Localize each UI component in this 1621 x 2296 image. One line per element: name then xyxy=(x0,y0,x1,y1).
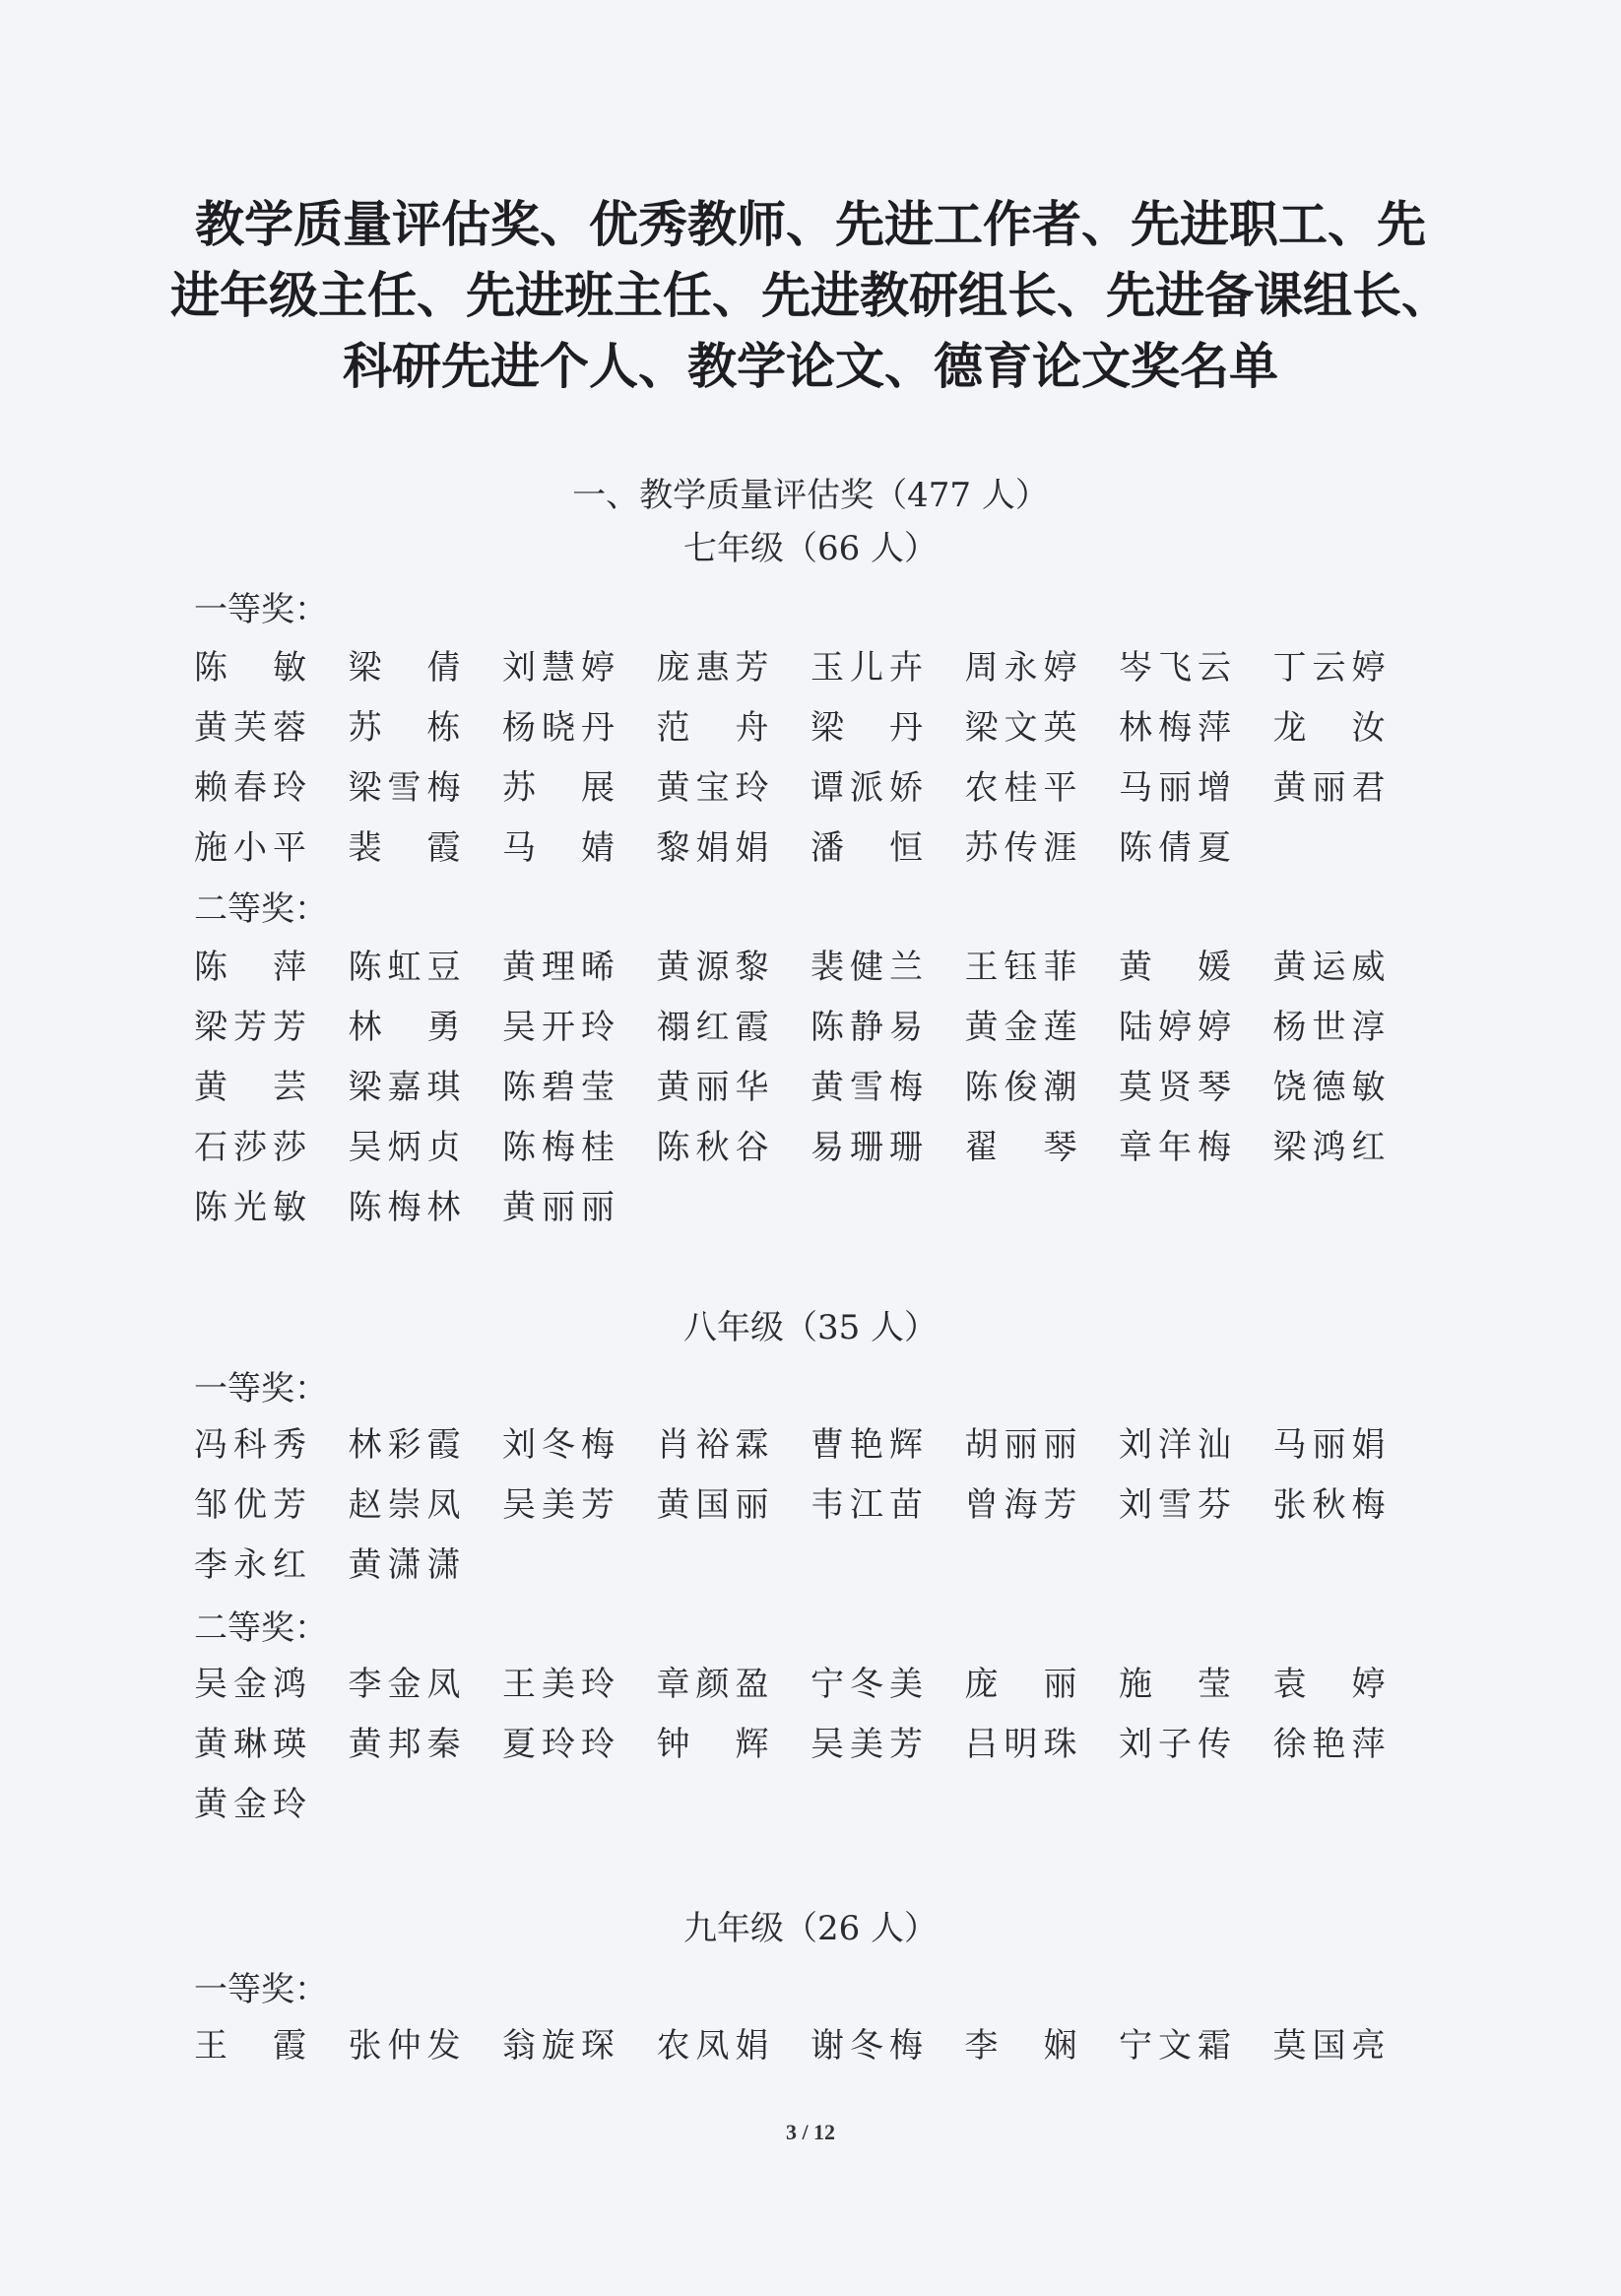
awardee-name: 黄 潇 潇 xyxy=(348,1545,461,1585)
awardee-name: 陈 俊 潮 xyxy=(964,1068,1077,1107)
awardee-name: 王 霞 xyxy=(194,2026,306,2066)
awardee-name: 夏 玲 玲 xyxy=(502,1725,615,1764)
awardee-name: 陈 秋 谷 xyxy=(656,1128,769,1167)
awardee-name: 陈 倩 夏 xyxy=(1119,828,1231,868)
grade-8-second-prize-names xyxy=(194,1655,1435,1835)
awardee-name: 林 梅 萍 xyxy=(1119,708,1231,748)
awardee-name: 林 勇 xyxy=(348,1008,461,1047)
awardee-name: 黄 运 威 xyxy=(1272,948,1386,987)
awardee-name: 黄 金 玲 xyxy=(194,1785,306,1824)
awardee-name: 莫 国 亮 xyxy=(1272,2026,1386,2066)
awardee-name: 黄 丽 华 xyxy=(656,1068,769,1107)
grade-9-first-prize-label: 一等奖： xyxy=(194,1970,328,2009)
awardee-name: 赖 春 玲 xyxy=(194,768,306,808)
awardee-name: 周 永 婷 xyxy=(964,648,1077,688)
awardee-name: 刘 雪 芬 xyxy=(1119,1485,1231,1525)
awardee-name: 施 莹 xyxy=(1119,1665,1231,1704)
awardee-name: 谭 派 娇 xyxy=(810,768,923,808)
awardee-name: 黄 金 莲 xyxy=(964,1008,1077,1047)
awardee-name: 施 小 平 xyxy=(194,828,306,868)
awardee-name: 刘 洋 汕 xyxy=(1119,1425,1231,1465)
grade-7-first-prize-names xyxy=(194,638,1435,879)
awardee-name: 饶 德 敏 xyxy=(1272,1068,1386,1107)
grade-7-second-prize-label: 二等奖： xyxy=(194,889,328,929)
awardee-name: 梁 文 英 xyxy=(964,708,1077,748)
awardee-name: 韦 江 苗 xyxy=(810,1485,923,1525)
awardee-name: 裴 健 兰 xyxy=(810,948,923,987)
awardee-name: 苏 传 涯 xyxy=(964,828,1077,868)
awardee-name: 黄 媛 xyxy=(1119,948,1231,987)
awardee-name: 黄 邦 秦 xyxy=(348,1725,461,1764)
awardee-name: 冯 科 秀 xyxy=(194,1425,306,1465)
awardee-name: 裴 霞 xyxy=(348,828,461,868)
awardee-name: 黄 雪 梅 xyxy=(810,1068,923,1107)
awardee-name: 黄 琳 瑛 xyxy=(194,1725,306,1764)
awardee-name: 黎 娟 娟 xyxy=(656,828,769,868)
awardee-name: 吕 明 珠 xyxy=(964,1725,1077,1764)
awardee-name: 潘 恒 xyxy=(810,828,923,868)
awardee-name: 钟 辉 xyxy=(656,1725,769,1764)
awardee-name: 曹 艳 辉 xyxy=(810,1425,923,1465)
grade-9-first-prize-names xyxy=(194,2016,1435,2076)
awardee-name: 赵 崇 凤 xyxy=(348,1485,461,1525)
awardee-name: 刘 慧 婷 xyxy=(502,648,615,688)
awardee-name: 马 婧 xyxy=(502,828,615,868)
grade-8-first-prize-label: 一等奖： xyxy=(194,1369,328,1409)
awardee-name: 丁 云 婷 xyxy=(1272,648,1386,688)
awardee-name: 刘 子 传 xyxy=(1119,1725,1231,1764)
awardee-name: 范 舟 xyxy=(656,708,769,748)
awardee-name: 宁 文 霜 xyxy=(1119,2026,1231,2066)
awardee-name: 庞 惠 芳 xyxy=(656,648,769,688)
awardee-name: 黄 宝 玲 xyxy=(656,768,769,808)
document-title xyxy=(148,189,1473,402)
awardee-name: 林 彩 霞 xyxy=(348,1425,461,1465)
grade-9-heading: 九年级（26 人） xyxy=(682,1909,939,1948)
awardee-name: 邹 优 芳 xyxy=(194,1485,306,1525)
awardee-name: 胡 丽 丽 xyxy=(964,1425,1077,1465)
awardee-name: 杨 世 淳 xyxy=(1272,1008,1386,1047)
title-line-3: 科研先进个人、教学论文、德育论文奖名单 xyxy=(343,337,1278,395)
awardee-name: 苏 展 xyxy=(502,768,615,808)
grade-8-heading: 八年级（35 人） xyxy=(682,1308,939,1347)
awardee-name: 吴 美 芳 xyxy=(502,1485,615,1525)
awardee-name: 章 颜 盈 xyxy=(656,1665,769,1704)
grade-8-first-prize-names xyxy=(194,1415,1435,1596)
awardee-name: 陈 碧 莹 xyxy=(502,1068,615,1107)
awardee-name: 黄 源 黎 xyxy=(656,948,769,987)
awardee-name: 马 丽 娟 xyxy=(1272,1425,1386,1465)
awardee-name: 黄 理 晞 xyxy=(502,948,615,987)
awardee-name: 李 永 红 xyxy=(194,1545,306,1585)
awardee-name: 苏 栋 xyxy=(348,708,461,748)
awardee-name: 李 娴 xyxy=(964,2026,1077,2066)
awardee-name: 梁 倩 xyxy=(348,648,461,688)
awardee-name: 莫 贤 琴 xyxy=(1119,1068,1231,1107)
awardee-name: 庞 丽 xyxy=(964,1665,1077,1704)
awardee-name: 杨 晓 丹 xyxy=(502,708,615,748)
awardee-name: 陈 梅 桂 xyxy=(502,1128,615,1167)
awardee-name: 黄 丽 丽 xyxy=(502,1188,615,1227)
awardee-name: 梁 嘉 琪 xyxy=(348,1068,461,1107)
awardee-name: 陈 梅 林 xyxy=(348,1188,461,1227)
awardee-name: 李 金 凤 xyxy=(348,1665,461,1704)
awardee-name: 农 桂 平 xyxy=(964,768,1077,808)
awardee-name: 翁 旋 琛 xyxy=(502,2026,615,2066)
awardee-name: 梁 雪 梅 xyxy=(348,768,461,808)
awardee-name: 禤 红 霞 xyxy=(656,1008,769,1047)
grade-7-heading: 七年级（66 人） xyxy=(682,529,939,568)
awardee-name: 陈 萍 xyxy=(194,948,306,987)
awardee-name: 曾 海 芳 xyxy=(964,1485,1077,1525)
section-heading: 一、教学质量评估奖（477 人） xyxy=(572,476,1049,515)
awardee-name: 陈 静 易 xyxy=(810,1008,923,1047)
awardee-name: 陆 婷 婷 xyxy=(1119,1008,1231,1047)
awardee-name: 吴 开 玲 xyxy=(502,1008,615,1047)
awardee-name: 章 年 梅 xyxy=(1119,1128,1231,1167)
awardee-name: 黄 芙 蓉 xyxy=(194,708,306,748)
awardee-name: 翟 琴 xyxy=(964,1128,1077,1167)
awardee-name: 王 美 玲 xyxy=(502,1665,615,1704)
awardee-name: 陈 敏 xyxy=(194,648,306,688)
awardee-name: 肖 裕 霖 xyxy=(656,1425,769,1465)
awardee-name: 黄 国 丽 xyxy=(656,1485,769,1525)
awardee-name: 陈 光 敏 xyxy=(194,1188,306,1227)
awardee-name: 徐 艳 萍 xyxy=(1272,1725,1386,1764)
awardee-name: 吴 金 鸿 xyxy=(194,1665,306,1704)
awardee-name: 王 钰 菲 xyxy=(964,948,1077,987)
awardee-name: 易 珊 珊 xyxy=(810,1128,923,1167)
awardee-name: 岑 飞 云 xyxy=(1119,648,1231,688)
awardee-name: 石 莎 莎 xyxy=(194,1128,306,1167)
grade-7-second-prize-names xyxy=(194,938,1435,1238)
awardee-name: 宁 冬 美 xyxy=(810,1665,923,1704)
grade-7-first-prize-label: 一等奖： xyxy=(194,590,328,629)
awardee-name: 农 凤 娟 xyxy=(656,2026,769,2066)
awardee-name: 张 仲 发 xyxy=(348,2026,461,2066)
awardee-name: 玉 儿 卉 xyxy=(810,648,923,688)
awardee-name: 袁 婷 xyxy=(1272,1665,1386,1704)
awardee-name: 梁 芳 芳 xyxy=(194,1008,306,1047)
awardee-name: 龙 汝 xyxy=(1272,708,1386,748)
awardee-name: 刘 冬 梅 xyxy=(502,1425,615,1465)
awardee-name: 谢 冬 梅 xyxy=(810,2026,923,2066)
awardee-name: 张 秋 梅 xyxy=(1272,1485,1386,1525)
page-number: 3 / 12 xyxy=(785,2120,836,2144)
awardee-name: 梁 鸿 红 xyxy=(1272,1128,1386,1167)
awardee-name: 黄 丽 君 xyxy=(1272,768,1386,808)
awardee-name: 吴 炳 贞 xyxy=(348,1128,461,1167)
awardee-name: 梁 丹 xyxy=(810,708,923,748)
awardee-name: 马 丽 增 xyxy=(1119,768,1231,808)
awardee-name: 陈 虹 豆 xyxy=(348,948,461,987)
title-line-1: 教学质量评估奖、优秀教师、先进工作者、先进职工、先 xyxy=(195,195,1426,253)
awardee-name: 黄 芸 xyxy=(194,1068,306,1107)
awardee-name: 吴 美 芳 xyxy=(810,1725,923,1764)
grade-8-second-prize-label: 二等奖： xyxy=(194,1608,328,1648)
title-line-2: 进年级主任、先进班主任、先进教研组长、先进备课组长、 xyxy=(170,266,1451,324)
